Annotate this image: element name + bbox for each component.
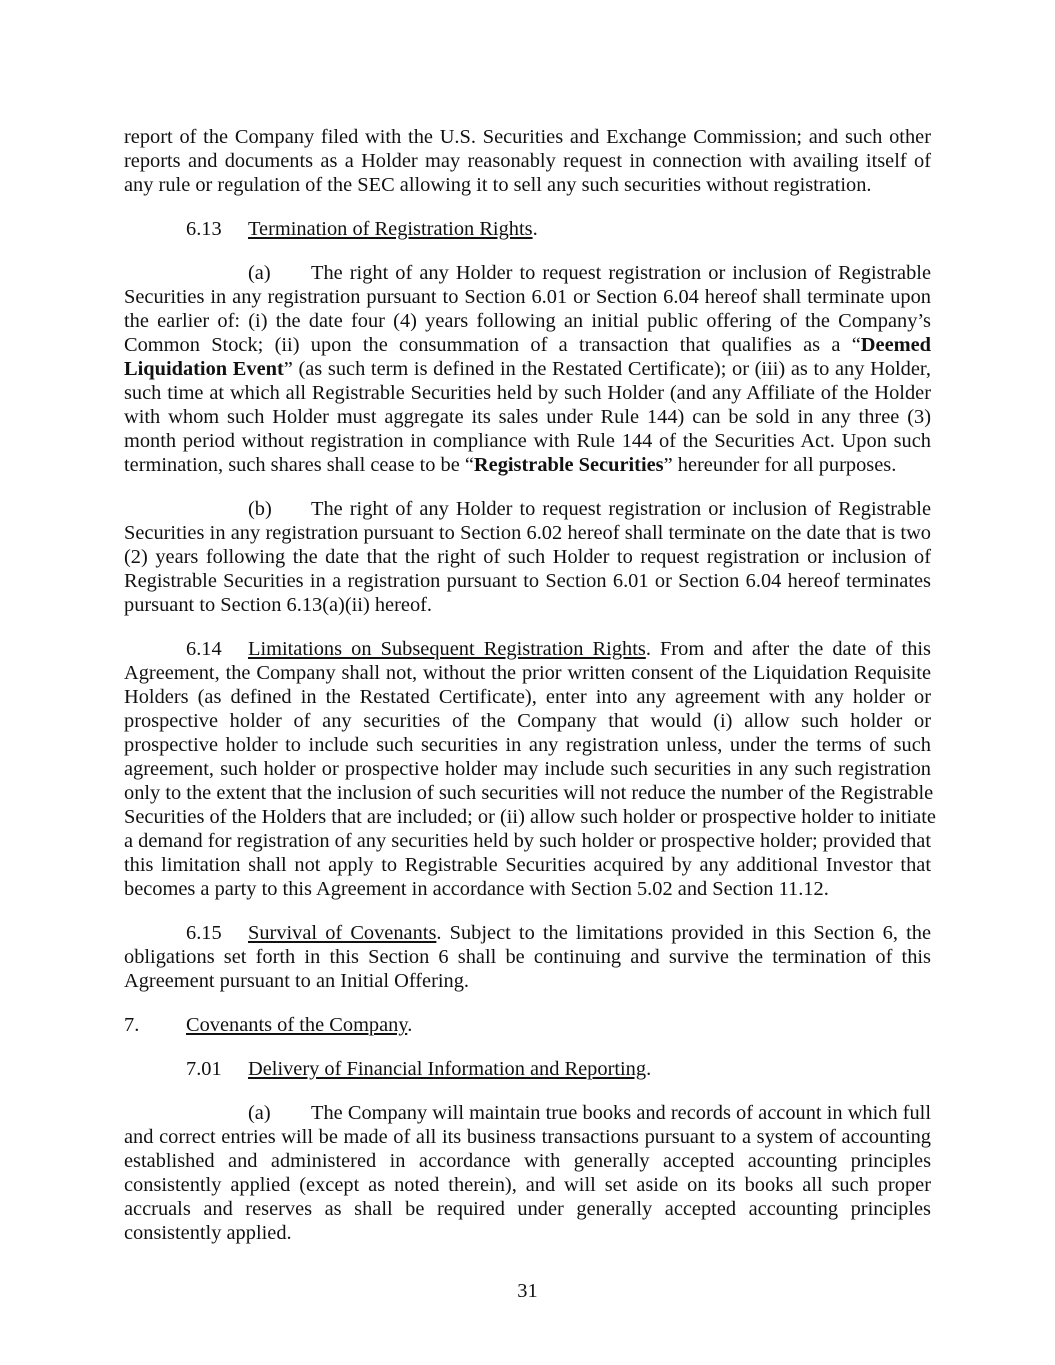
text-run: ” hereunder for all purposes. (663, 454, 897, 476)
text-line (124, 429, 931, 453)
text-run: prospective holder to include such securities in any registration unless, under the terms of such (124, 734, 931, 756)
text-line (124, 1221, 931, 1245)
text-line (248, 261, 931, 285)
text-run: Agreement, the Company shall not, without the prior written consent of the Liquidation Requisite (124, 662, 931, 684)
paragraph-6-14 (124, 637, 936, 901)
text-line (124, 381, 931, 405)
section-number: 6.15 (186, 922, 222, 944)
text-run: any rule or regulation of the SEC allowing it to sell any such securities without registration. (124, 174, 872, 196)
text-run: prospective holder of any securities of the Company that would (i) allow such holder or (124, 710, 931, 732)
text-run: this limitation shall not apply to Registrable Securities acquired by any additional Investor that (124, 854, 931, 876)
text-line (124, 521, 931, 545)
paragraph-7-01-a (124, 1101, 931, 1245)
text-run: only to the extent that the inclusion of such securities will not reduce the number of the Registrable (124, 782, 934, 804)
section-number: (a) (248, 1102, 271, 1124)
text-line (124, 333, 931, 357)
section-title: Delivery of Financial Information and Reporting (248, 1058, 647, 1080)
text-line (124, 1197, 931, 1221)
text-run: established and administered in accordance with generally accepted accounting principles (124, 1150, 931, 1172)
section-number: 6.13 (186, 218, 222, 240)
text-line (124, 1013, 931, 1037)
text-line (124, 945, 931, 969)
text-line (124, 661, 931, 685)
text-run: Securities of the Holders that are included; or (ii) allow such holder or prospective holder to initiate (124, 806, 936, 828)
text-run: The right of any Holder to request registration or inclusion of Registrable (311, 262, 931, 284)
text-run: such time at which all Registrable Securities held by such Holder (and any Affiliate of the Holder (124, 382, 931, 404)
defined-term: Liquidation Event (124, 358, 284, 380)
heading-6-13 (124, 217, 931, 241)
paragraph-6-15 (124, 921, 931, 993)
text-run: . From and after the date of this (645, 638, 931, 660)
text-line (124, 685, 931, 709)
text-line (124, 173, 931, 197)
text-run: pursuant to Section 6.13(a)(ii) hereof. (124, 594, 433, 616)
text-run: agreement, such holder or prospective holder may include such securities in any such registration (124, 758, 931, 780)
text-line (124, 357, 931, 381)
section-number: (b) (248, 498, 272, 520)
text-run: month period without registration in compliance with Rule 144 of the Securities Act. Upon such (124, 430, 931, 452)
text-run: Agreement pursuant to an Initial Offering. (124, 970, 470, 992)
text-run: and correct entries will be made of all its business transactions pursuant to a system of accounting (124, 1126, 931, 1148)
text-run: termination, such shares shall cease to be “ (124, 454, 474, 476)
text-line (124, 125, 931, 149)
text-line (124, 1173, 931, 1197)
text-line (186, 217, 931, 241)
text-line (124, 1125, 931, 1149)
paragraph-sec-filings (124, 125, 931, 197)
heading-7-01 (124, 1057, 931, 1081)
text-run: with whom such Holder must aggregate its sales under Rule 144) can be sold in any three (3) (124, 406, 931, 428)
text-run: accruals and reserves as shall be required under generally accepted accounting principles (124, 1198, 931, 1220)
text-run: . Subject to the limitations provided in this Section 6, the (436, 922, 931, 944)
text-run: report of the Company filed with the U.S. Securities and Exchange Commission; and such other (124, 126, 931, 148)
text-run: reports and documents as a Holder may reasonably request in connection with availing itself of (124, 150, 931, 172)
paragraph-6-13-a (124, 261, 931, 477)
text-run: . (646, 1058, 652, 1080)
text-run: becomes a party to this Agreement in accordance with Section 5.02 and Section 11.12. (124, 878, 829, 900)
text-line (124, 1149, 931, 1173)
text-run: Holders (as defined in the Restated Certificate), enter into any agreement with any holder or (124, 686, 931, 708)
text-line (186, 921, 931, 945)
text-run: . (532, 218, 538, 240)
text-line (124, 593, 931, 617)
section-title: Survival of Covenants (248, 922, 437, 944)
text-run: The Company will maintain true books and records of account in which full (311, 1102, 931, 1124)
text-line (124, 805, 936, 829)
text-run: (2) years following the date that the right of such Holder to request registration or inclusion of (124, 546, 931, 568)
text-run: ” (as such term is defined in the Restated Certificate); or (iii) as to any Holder, (283, 358, 931, 380)
text-run: obligations set forth in this Section 6 shall be continuing and survive the termination of this (124, 946, 931, 968)
text-run: The right of any Holder to request registration or inclusion of Registrable (311, 498, 931, 520)
text-line (124, 569, 931, 593)
text-line (248, 497, 931, 521)
text-line (124, 309, 931, 333)
section-number: (a) (248, 262, 271, 284)
heading-7 (124, 1013, 931, 1037)
text-run: Common Stock; (ii) upon the consummation of a transaction that qualifies as a “ (124, 334, 861, 356)
text-run: consistently applied. (124, 1222, 292, 1244)
section-number: 6.14 (186, 638, 222, 660)
text-line (124, 149, 931, 173)
text-line (124, 877, 931, 901)
text-line (124, 709, 931, 733)
text-line (124, 969, 931, 993)
text-run: . (407, 1014, 413, 1036)
text-line (124, 733, 931, 757)
document-body (124, 125, 936, 1265)
defined-term: Deemed (860, 334, 931, 356)
text-line (124, 453, 931, 477)
text-run: Registrable Securities in a registration pursuant to Section 6.01 or Section 6.04 hereof terminates (124, 570, 931, 592)
text-run: Securities in any registration pursuant to Section 6.01 or Section 6.04 hereof shall terminate upon (124, 286, 931, 308)
text-run: a demand for registration of any securities held by such holder or prospective holder; provided that (124, 830, 931, 852)
defined-term: Registrable Securities (473, 454, 664, 476)
paragraph-6-13-b (124, 497, 931, 617)
text-line (124, 285, 931, 309)
text-line (124, 545, 931, 569)
text-run: Securities in any registration pursuant to Section 6.02 hereof shall terminate on the date that is two (124, 522, 931, 544)
text-line (124, 853, 931, 877)
section-number: 7. (124, 1014, 140, 1036)
section-title: Limitations on Subsequent Registration Rights (248, 638, 646, 660)
text-line (124, 405, 931, 429)
section-title: Termination of Registration Rights (248, 218, 533, 240)
section-title: Covenants of the Company (186, 1014, 408, 1036)
text-run: the earlier of: (i) the date four (4) years following an initial public offering of the Company’s (124, 310, 931, 332)
text-run: consistently applied (except as noted therein), and will set aside on its books all such proper (124, 1174, 931, 1196)
text-line (124, 781, 934, 805)
text-line (248, 1101, 931, 1125)
text-line (124, 757, 931, 781)
text-line (186, 1057, 931, 1081)
section-number: 7.01 (186, 1058, 222, 1080)
text-line (186, 637, 931, 661)
page-number: 31 (517, 1280, 538, 1302)
text-line (124, 829, 931, 853)
